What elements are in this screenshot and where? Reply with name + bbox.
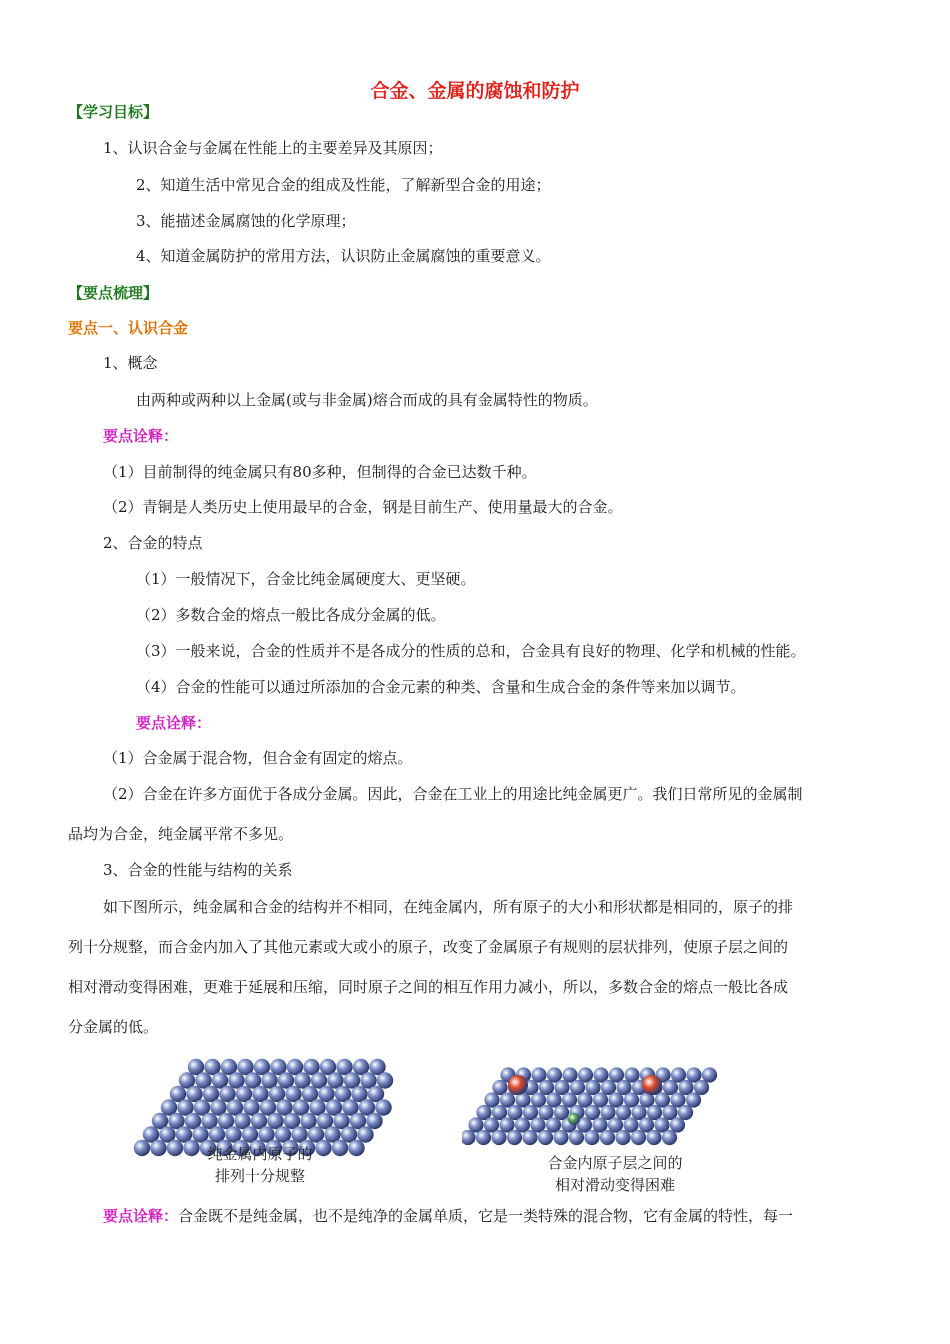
structure-para-line2: 列十分规整，而合金内加入了其他元素或大或小的原子，改变了金属原子有规则的层状排列，使原子层之间的 [68,938,789,956]
alloy-caption-line1: 合金内原子层之间的 [547,1154,683,1172]
features-note-2-line1: （2）合金在许多方面优于各成分金属。因此，合金在工业上的用途比纯金属更广。我们日常所见的金属制 [103,785,803,803]
alloy-atom [694,1080,709,1095]
metal-atom [357,1126,373,1142]
alloy-atom [507,1130,522,1145]
pure-metal-caption-line2: 排列十分规整 [214,1167,305,1185]
structure-para-line3: 相对滑动变得困难，更难于延展和压缩，同时原子之间的相互作用力减小，所以，多数合金的熔点一般比各成 [68,978,789,996]
concept-text: 由两种或两种以上金属(或与非金属)熔合而成的具有金属特性的物质。 [136,391,598,409]
objective-2: 2、知道生活中常见合金的组成及性能，了解新型合金的用途； [136,176,551,194]
page-title: 合金、金属的腐蚀和防护 [370,80,580,102]
small-atom [568,1113,580,1125]
alloy-atom [538,1130,553,1145]
large-atom [508,1075,528,1095]
alloy-atom [476,1130,491,1145]
concept-note-1: （1）目前制得的纯金属只有80多种，但制得的合金已达数千种。 [103,463,537,481]
feature-1: （1）一般情况下，合金比纯金属硬度大、更坚硬。 [136,570,476,588]
features-note-2-line2: 品均为合金，纯金属平常不多见。 [68,825,294,843]
metal-atom [366,1113,382,1129]
large-atom [642,1075,662,1095]
objective-3: 3、能描述金属腐蚀的化学原理； [136,212,356,230]
alloy-atom [569,1130,584,1145]
structure-label: 3、合金的性能与结构的关系 [103,861,293,879]
alloy-atom [670,1117,685,1132]
alloy-atom [491,1130,506,1145]
alloy-atom [686,1092,701,1107]
alloy-caption [510,1152,720,1196]
concept-label: 1、概念 [103,354,158,372]
features-label: 2、合金的特点 [103,534,203,552]
alloy-atom [553,1130,568,1145]
final-note-label: 要点诠释： [103,1207,179,1225]
metal-atom [134,1140,150,1156]
features-note-1: （1）合金属于混合物，但合金有固定的熔点。 [103,749,413,767]
objective-4: 4、知道金属防护的常用方法，认识防止金属腐蚀的重要意义。 [136,247,551,265]
summary-heading: 【要点梳理】 [68,284,159,302]
alloy-atom [702,1067,717,1082]
alloy-atom [584,1130,599,1145]
alloy-atom [678,1105,693,1120]
alloy-atom [615,1130,630,1145]
alloy-atom [662,1130,677,1145]
alloy-caption-line2: 相对滑动变得困难 [554,1176,675,1194]
feature-3: （3）一般来说，合金的性质并不是各成分的性质的总和，合金具有良好的物理、化学和机械的性能。 [136,642,806,660]
point1-heading: 要点一、认识合金 [68,319,189,337]
alloy-atom [522,1130,537,1145]
alloy-atom [600,1130,615,1145]
pure-metal-caption [160,1143,360,1187]
alloy-atom [646,1130,661,1145]
metal-atom [377,1072,393,1088]
objective-1: 1、认识合金与金属在性能上的主要差异及其原因； [103,139,443,157]
concept-note-2: （2）青铜是人类历史上使用最早的合金，钢是目前生产、使用量最大的合金。 [103,498,623,516]
alloy-atom [631,1130,646,1145]
structure-para-line4: 分金属的低。 [68,1018,159,1036]
objectives-heading: 【学习目标】 [68,103,159,121]
feature-4: （4）合金的性能可以通过所添加的合金元素的种类、含量和生成合金的条件等来加以调节。 [136,678,746,696]
metal-atom [375,1099,391,1115]
pure-metal-caption-line1: 纯金属内原子的 [207,1145,313,1163]
feature-2: （2）多数合金的熔点一般比各成分金属的低。 [136,606,446,624]
structure-para-line1: 如下图所示，纯金属和合金的结构并不相同，在纯金属内，所有原子的大小和形状都是相同的，原子的排 [103,898,794,916]
concept-note-label: 要点诠释： [103,427,179,445]
final-note-text: 合金既不是纯金属，也不是纯净的金属单质，它是一类特殊的混合物，它有金属的特性，每一 [178,1207,794,1225]
final-note [103,1206,793,1226]
features-note-label: 要点诠释： [136,714,212,732]
